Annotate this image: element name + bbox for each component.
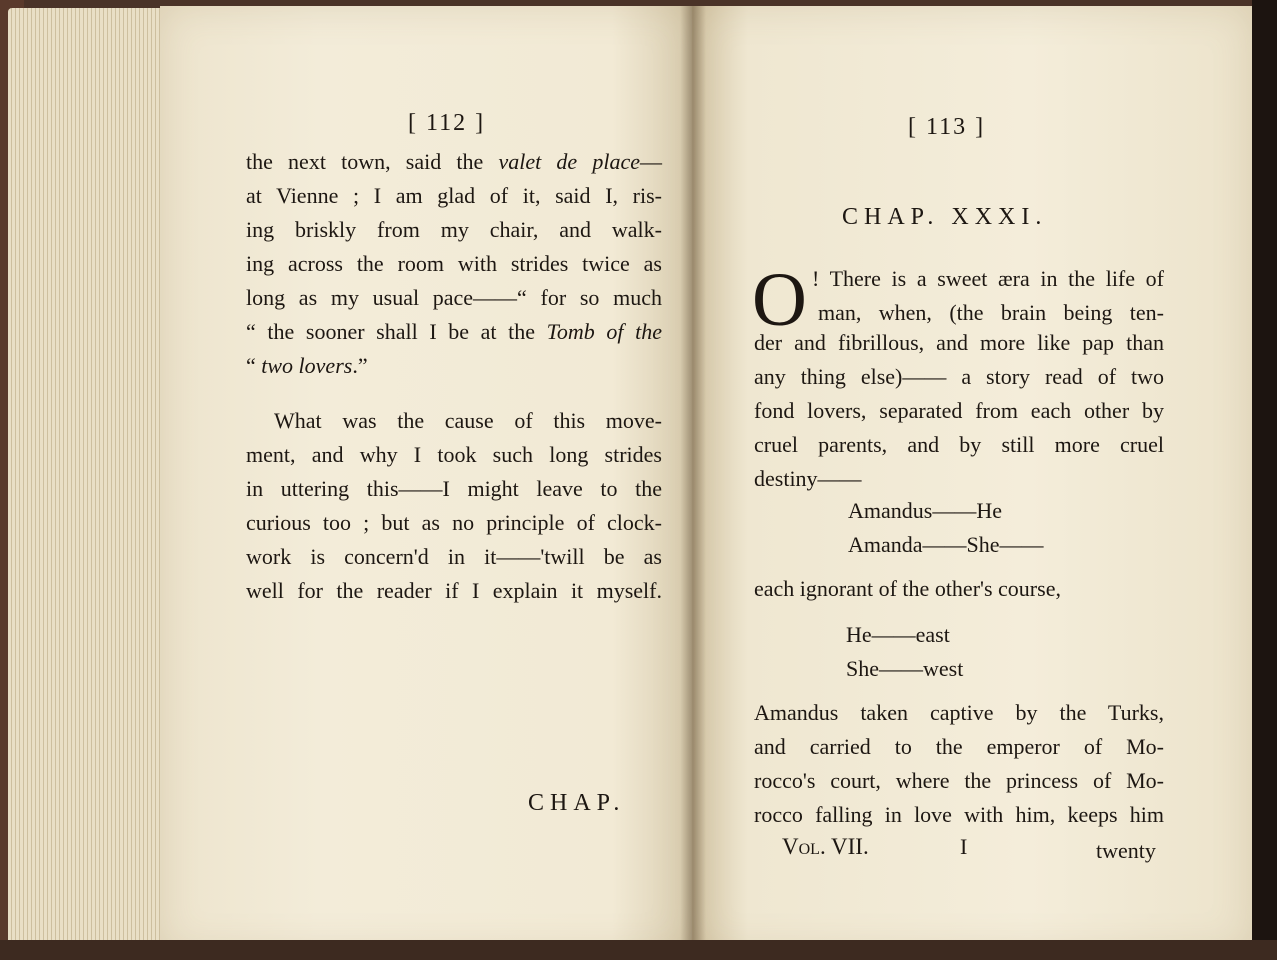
text-line: curious too ; but as no principle of clock- (246, 510, 662, 535)
text-line: cruel parents, and by still more cruel (754, 432, 1164, 457)
text-line: long as my usual pace——“ for so much (246, 285, 662, 310)
text-line: “ two lovers.” (246, 353, 368, 378)
catchword-right: twenty (1096, 838, 1156, 863)
right-paragraph-2 (754, 696, 1164, 832)
right-paragraph-1-indented (812, 262, 1164, 330)
text-line: at Vienne ; I am glad of it, said I, ris- (246, 183, 662, 208)
text-line: Amandus——He (848, 498, 1002, 523)
text-line: rocco's court, where the princess of Mo- (754, 768, 1164, 793)
page-edges (8, 8, 168, 953)
text-line: He——east (846, 622, 950, 647)
text-line: the next town, said the valet de place— (246, 149, 662, 174)
chapter-heading: CHAP. XXXI. (842, 204, 1048, 230)
book-gutter (680, 6, 706, 952)
text-line: ment, and why I took such long strides (246, 442, 662, 467)
signature-volume: Vol. VII. (782, 834, 869, 859)
signature-mark: I (960, 834, 968, 859)
text-line: What was the cause of this move- (274, 408, 662, 433)
text-line: Amanda——She—— (848, 532, 1044, 557)
text-line: Amandus taken captive by the Turks, (754, 700, 1164, 725)
pair-east-west (846, 618, 963, 686)
text-line: ! There is a sweet æra in the life of (812, 266, 1164, 291)
book-bottom-edge (0, 940, 1277, 960)
mid-line: each ignorant of the other's course, (754, 576, 1061, 601)
text-line: work is concern'd in it——'twill be as (246, 544, 662, 569)
text-line: destiny—— (754, 466, 862, 491)
text-line: any thing else)—— a story read of two (754, 364, 1164, 389)
text-line: and carried to the emperor of Mo- (754, 734, 1164, 759)
text-line: der and fibrillous, and more like pap than (754, 330, 1164, 355)
text-line: “ the sooner shall I be at the Tomb of the (246, 319, 662, 344)
text-line: rocco falling in love with him, keeps him (754, 802, 1164, 827)
left-paragraph-2 (246, 404, 662, 608)
right-paragraph-1 (754, 326, 1164, 496)
text-line: fond lovers, separated from each other by (754, 398, 1164, 423)
text-line: She——west (846, 656, 964, 681)
drop-cap: O (752, 258, 807, 342)
text-line: ing across the room with strides twice as (246, 251, 662, 276)
catchword-left: CHAP. (528, 790, 626, 816)
left-text-block (246, 145, 662, 383)
text-line: man, when, (the brain being ten- (818, 300, 1164, 325)
page-number-right: [ 113 ] (908, 114, 986, 140)
text-line: ing briskly from my chair, and walk- (246, 217, 662, 242)
book-cover-right (1252, 0, 1277, 960)
page-number-left: [ 112 ] (408, 110, 486, 136)
text-line: in uttering this——I might leave to the (246, 476, 662, 501)
text-line: well for the reader if I explain it myself. (246, 578, 662, 603)
pair-amandus-amanda (848, 494, 1044, 562)
